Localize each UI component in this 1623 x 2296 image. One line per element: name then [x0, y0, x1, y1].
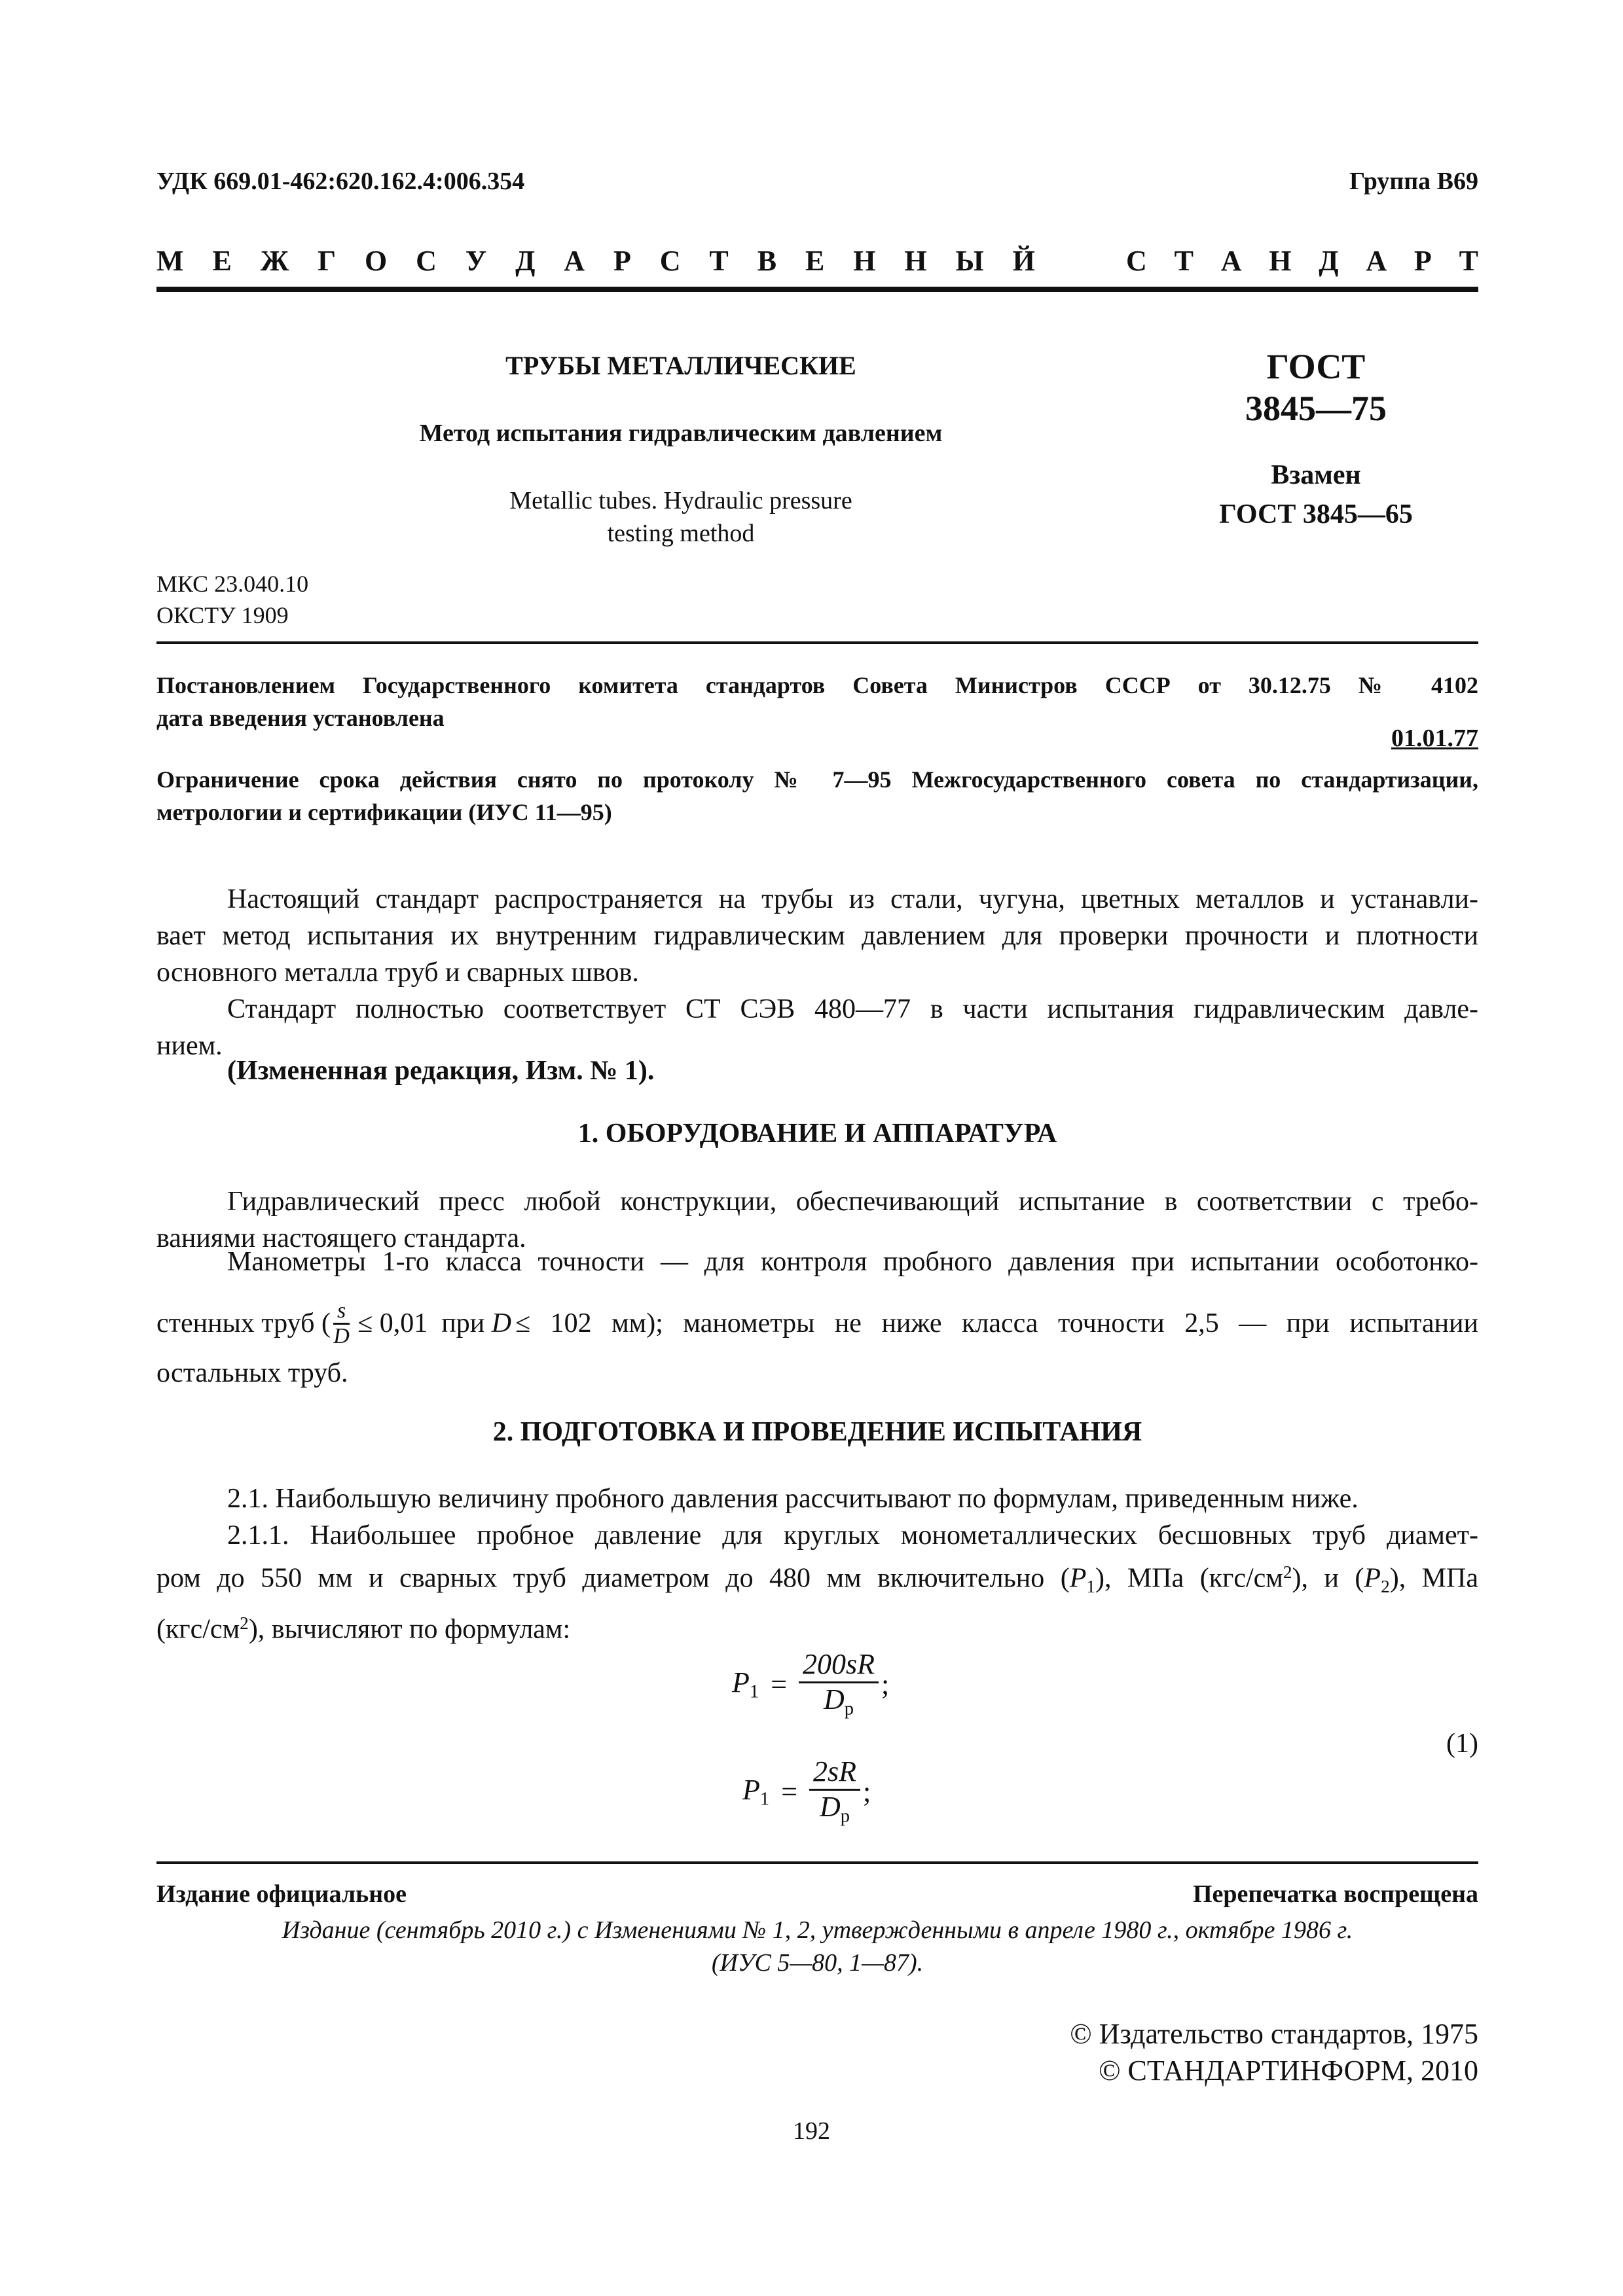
banner-letter: Н	[853, 244, 876, 277]
edition-line1: Издание (сентябрь 2010 г.) с Изменениями № 1, 2, утвержденными в апреле 1980 г., октябре 1986 г.	[282, 1916, 1353, 1944]
equation-number: (1)	[1446, 1729, 1478, 1759]
mks-code: МКС 23.040.10	[156, 571, 309, 597]
banner-letter: М	[156, 244, 184, 277]
banner-letter: Р	[613, 244, 631, 277]
header-rule	[156, 287, 1478, 292]
text-span: ), МПа (кгс/см	[1095, 1563, 1283, 1594]
section-1-heading: 1. ОБОРУДОВАНИЕ И АППАРАТУРА	[577, 1119, 1057, 1149]
text-span: ≤ 0,01 при	[357, 1308, 492, 1338]
banner-letter: А	[564, 244, 585, 277]
text-line: Манометры 1-го класса точности — для контроля пробного давления при испытании особотонко-	[227, 1247, 1478, 1277]
text-span: ром до 550 мм и сварных труб диаметром до 480 мм включительно (	[156, 1563, 1070, 1594]
text-line: основного металла труб и сварных швов.	[156, 958, 639, 988]
title-rule	[156, 641, 1478, 644]
decree-line1: Постановлением Государственного комитета стандартов Совета Министров СССР от 30.12.75 № 4102	[156, 672, 1478, 698]
interstate-standard-banner	[156, 241, 1478, 280]
text-line-with-fraction	[156, 1297, 1478, 1350]
banner-letter: Р	[1413, 244, 1432, 277]
footer-rule	[156, 1861, 1478, 1864]
text-span: (кгс/см	[156, 1614, 240, 1645]
decree-block	[156, 669, 1478, 734]
text-line: Настоящий стандарт распространяется на трубы из стали, чугуна, цветных металлов и устанавли-	[227, 884, 1478, 914]
symbol-p: P	[1069, 1563, 1087, 1594]
amendment-note	[156, 1052, 1478, 1089]
document-subtitle: Метод испытания гидравлическим давлением	[419, 420, 943, 447]
edition-line2: (ИУС 5—80, 1—87).	[711, 1949, 924, 1977]
fraction-numerator: 2sR	[809, 1755, 860, 1791]
thickness-ratio-fraction	[333, 1299, 350, 1348]
copyright-block	[1070, 2016, 1478, 2089]
fraction-numerator: 200sR	[799, 1648, 879, 1683]
fraction-denominator: D	[333, 1323, 350, 1348]
fraction-denominator	[820, 1791, 850, 1827]
copyright-line2: © СТАНДАРТИНФОРМ, 2010	[1099, 2054, 1478, 2087]
copyright-line1: © Издательство стандартов, 1975	[1070, 2018, 1478, 2050]
document-title: ТРУБЫ МЕТАЛЛИЧЕСКИЕ	[505, 351, 856, 380]
okstu-code: ОКСТУ 1909	[156, 602, 289, 628]
subscript: p	[840, 1806, 850, 1827]
english-title-line1: Metallic tubes. Hydraulic pressure	[509, 487, 852, 514]
banner-letter: Г	[318, 244, 337, 277]
formula-fraction	[809, 1755, 860, 1827]
replaces-block	[1152, 456, 1480, 534]
title-block	[314, 347, 1048, 550]
group-code: Группа В69	[1349, 168, 1478, 195]
semicolon: ;	[881, 1668, 890, 1700]
fraction-numerator: s	[333, 1299, 350, 1325]
banner-letter: Й	[1012, 244, 1035, 277]
formula-fraction	[799, 1648, 879, 1720]
subscript: 1	[749, 1681, 759, 1702]
banner-letter: Т	[1174, 244, 1194, 277]
banner-letter: С	[416, 244, 437, 277]
subscript: 1	[1086, 1576, 1096, 1596]
text-line	[156, 1554, 1478, 1605]
equals-sign: =	[781, 1775, 798, 1808]
banner-letter: Е	[212, 244, 232, 277]
banner-letter: Т	[1459, 244, 1478, 277]
text-line	[156, 1605, 1478, 1648]
banner-letter: Е	[805, 244, 825, 277]
replaces-label: Взамен	[1271, 460, 1361, 490]
banner-letter: Д	[1319, 244, 1339, 277]
banner-letter: О	[365, 244, 388, 277]
limitation-line2: метрологии и сертификации (ИУС 11—95)	[156, 799, 612, 825]
replaces-value: ГОСТ 3845—65	[1219, 499, 1413, 529]
banner-letter: С	[1126, 244, 1147, 277]
text-line: остальных труб.	[156, 1358, 348, 1388]
decree-line2: дата введения установлена	[156, 705, 445, 731]
udk-code: УДК 669.01-462:620.162.4:006.354	[156, 168, 525, 195]
symbol-d: D	[823, 1683, 845, 1715]
banner-letter: С	[659, 244, 681, 277]
banner-letter: Ж	[260, 244, 289, 277]
text-line: (Измененная редакция, Изм. № 1).	[227, 1056, 655, 1086]
reprint-prohibited-label: Перепечатка воспрещена	[1192, 1880, 1478, 1908]
text-line: 2.1. Наибольшую величину пробного давления рассчитывают по формулам, приведенным ниже.	[227, 1484, 1359, 1514]
formula-lhs	[742, 1773, 769, 1810]
formula-lhs	[732, 1666, 759, 1703]
subscript: 2	[1381, 1576, 1390, 1596]
symbol-p: P	[742, 1773, 760, 1806]
english-title	[314, 484, 1048, 550]
introduction-date: 01.01.77	[1391, 725, 1478, 752]
gost-block	[1152, 346, 1480, 534]
text-line: Стандарт полностью соответствует СТ СЭВ 480—77 в части испытания гидравлическим давле-	[227, 994, 1478, 1024]
clause-2-1	[156, 1480, 1478, 1517]
limitation-block	[156, 763, 1478, 829]
text-span: ), вычисляют по формулам:	[248, 1614, 571, 1645]
subscript: 1	[759, 1789, 770, 1810]
formula-1a	[732, 1648, 889, 1720]
subscript: p	[844, 1698, 854, 1719]
text-span: D	[491, 1308, 512, 1338]
section-2-heading: 2. ПОДГОТОВКА И ПРОВЕДЕНИЕ ИСПЫТАНИЯ	[492, 1417, 1142, 1447]
text-line: нием.	[156, 1031, 223, 1061]
page-number: 192	[793, 2117, 830, 2145]
symbol-d: D	[819, 1790, 841, 1823]
formula-1b	[742, 1755, 871, 1827]
section-1-paragraph-2	[156, 1244, 1478, 1391]
banner-letter: А	[1220, 244, 1242, 277]
banner-letter: Н	[1269, 244, 1292, 277]
banner-word-standard	[1126, 244, 1478, 278]
text-line: 2.1.1. Наибольшее пробное давление для круглых монометаллических бесшовных труб диамет-	[227, 1520, 1478, 1551]
symbol-p: P	[732, 1666, 750, 1698]
banner-letter: Ы	[955, 244, 984, 277]
text-span: ), МПа	[1389, 1563, 1478, 1594]
fraction-denominator	[824, 1683, 854, 1720]
intro-paragraph-1	[156, 881, 1478, 991]
superscript: 2	[1283, 1562, 1292, 1582]
english-title-line2: testing method	[607, 520, 755, 547]
superscript: 2	[240, 1613, 249, 1633]
equals-sign: =	[771, 1668, 788, 1700]
gost-label: ГОСТ	[1266, 347, 1366, 386]
official-edition-label: Издание официальное	[156, 1880, 407, 1908]
gost-number: 3845—75	[1245, 389, 1387, 428]
edition-note	[156, 1914, 1478, 1979]
text-line: вает метод испытания их внутренним гидравлическим давлением для проверки прочности и плотности	[156, 921, 1478, 951]
text-line: ваниями настоящего стандарта.	[156, 1223, 526, 1253]
banner-letter: У	[465, 244, 487, 277]
text-span: ), и (	[1292, 1563, 1364, 1594]
classifier-codes	[156, 568, 308, 631]
banner-letter: Т	[709, 244, 729, 277]
text-span: ≤ 102 мм); манометры не ниже класса точности 2,5 — при испытании	[515, 1308, 1478, 1338]
semicolon: ;	[863, 1775, 871, 1808]
banner-letter: Д	[515, 244, 536, 277]
limitation-line1: Ограничение срока действия снято по протоколу № 7—95 Межгосударственного совета по стандартизации,	[156, 766, 1478, 793]
text-line: Гидравлический пресс любой конструкции, обеспечивающий испытание в соответствии с требо-	[227, 1187, 1478, 1217]
clause-2-1-1	[156, 1517, 1478, 1647]
symbol-p: P	[1364, 1563, 1381, 1594]
banner-letter: Н	[904, 244, 927, 277]
banner-letter: А	[1366, 244, 1387, 277]
banner-letter: В	[757, 244, 777, 277]
text-span: стенных труб (	[156, 1308, 331, 1338]
banner-word-interstate	[156, 244, 1035, 278]
